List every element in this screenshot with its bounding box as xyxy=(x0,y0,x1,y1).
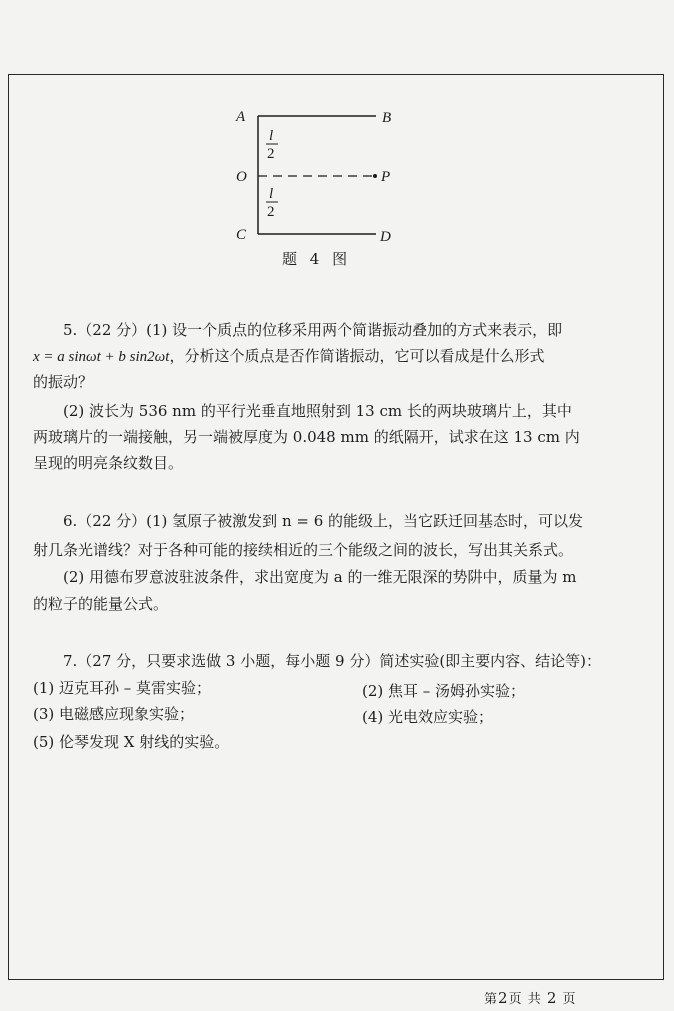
q7-line1: 7.（27 分，只要求选做 3 小题，每小题 9 分）简述实验(即主要内容、结论等)： xyxy=(63,652,602,670)
label-b: B xyxy=(382,110,392,126)
figure-4 xyxy=(0,0,674,280)
q6-part2-line2: 的粒子的能量公式。 xyxy=(33,595,169,613)
point-p xyxy=(373,174,377,178)
q7-item-4: (4) 光电效应实验； xyxy=(362,708,494,726)
label-o: O xyxy=(236,169,247,185)
q5-line2 xyxy=(33,345,544,366)
page-footer xyxy=(484,988,577,1007)
q5-line2-text: ，分析这个质点是否作简谐振动，它可以看成是什么形式 xyxy=(169,347,545,365)
figure-caption: 题 4 图 xyxy=(282,250,352,268)
q5-part2-line2: 两玻璃片的一端接触，另一端被厚度为 0.048 mm 的纸隔开，试求在这 13 cm 内 xyxy=(33,428,580,446)
fraction-bottom-num: l xyxy=(269,186,274,202)
label-p: P xyxy=(381,169,391,185)
footer-page-end: 页 xyxy=(562,992,577,1007)
footer-page-num: 2 xyxy=(498,989,509,1007)
q6-line2: 射几条光谱线？对于各种可能的接续相近的三个能级之间的波长，写出其关系式。 xyxy=(33,541,574,559)
q7-item-5: (5) 伦琴发现 X 射线的实验。 xyxy=(33,733,230,751)
q7-item-2: (2) 焦耳 – 汤姆孙实验； xyxy=(362,682,526,700)
label-c: C xyxy=(236,227,247,243)
q5-formula: x = a sinωt + b sin2ωt xyxy=(33,349,170,365)
q7-item-1: (1) 迈克耳孙 – 莫雷实验； xyxy=(33,679,212,697)
footer-total: 2 xyxy=(546,989,558,1007)
fraction-bottom-den: 2 xyxy=(267,204,275,220)
q5-part2-line3: 呈现的明亮条纹数目。 xyxy=(33,454,184,472)
fraction-top-num: l xyxy=(269,128,274,144)
q5-line3: 的振动？ xyxy=(33,373,94,391)
fraction-top-den: 2 xyxy=(267,146,275,162)
q5-line1: 5.（22 分）(1) 设一个质点的位移采用两个简谐振动叠加的方式来表示，即 xyxy=(63,321,563,339)
q6-line1: 6.（22 分）(1) 氢原子被激发到 n = 6 的能级上，当它跃迁回基态时，可以发 xyxy=(63,512,584,530)
label-d: D xyxy=(380,229,391,245)
footer-page-mid: 页 共 xyxy=(508,992,542,1007)
q5-part2-line1: (2) 波长为 536 nm 的平行光垂直地照射到 13 cm 长的两块玻璃片上，其中 xyxy=(63,402,572,420)
q7-item-3: (3) 电磁感应现象实验； xyxy=(33,705,195,723)
label-a: A xyxy=(236,109,246,125)
footer-page-label: 第 xyxy=(484,992,499,1007)
q6-part2-line1: (2) 用德布罗意波驻波条件，求出宽度为 a 的一维无限深的势阱中，质量为 m xyxy=(63,568,577,586)
